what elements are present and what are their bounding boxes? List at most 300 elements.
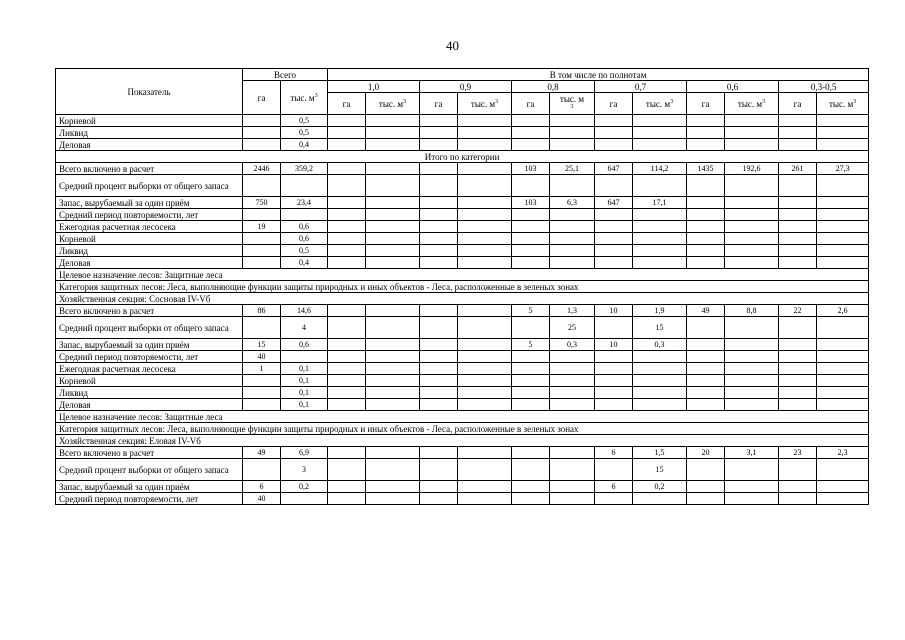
table-cell: 25 [550,317,595,339]
table-cell: 0,1 [281,387,328,399]
table-cell [725,221,779,233]
table-cell [366,481,420,493]
table-cell [512,175,550,197]
table-cell: 5 [512,339,550,351]
table-cell [687,375,725,387]
table-cell [687,399,725,411]
table-cell [687,221,725,233]
table-cell [328,375,366,387]
table-row [56,221,869,233]
table-cell [779,375,817,387]
table-cell [366,339,420,351]
table-cell [550,447,595,459]
table-cell: 20 [687,447,725,459]
table-cell [550,221,595,233]
header-density: 1,0 [328,81,420,93]
row-label: Ликвид [56,387,243,399]
table-row [56,317,869,339]
table-cell [779,209,817,221]
section-heading: Целевое назначение лесов: Защитные леса [56,269,869,281]
table-cell [595,375,633,387]
table-cell: 6 [595,481,633,493]
table-cell [328,481,366,493]
table-cell: 0,5 [281,245,328,257]
table-cell [328,245,366,257]
table-cell [725,481,779,493]
table-cell [687,339,725,351]
table-row [56,459,869,481]
table-row [56,151,869,163]
table-row [56,175,869,197]
table-cell [633,363,687,375]
table-cell [243,387,281,399]
row-label: Ликвид [56,127,243,139]
table-cell [420,115,458,127]
table-cell [366,245,420,257]
table-cell [281,351,328,363]
table-cell [779,245,817,257]
header-density: 0,8 [512,81,595,93]
table-row [56,269,869,281]
row-label: Всего включено в расчет [56,305,243,317]
table-cell: 0,1 [281,399,328,411]
table-cell: 750 [243,197,281,209]
table-cell [243,459,281,481]
row-label: Деловая [56,399,243,411]
table-cell [779,197,817,209]
table-row [56,257,869,269]
table-cell [779,399,817,411]
table-cell: 2,6 [817,305,869,317]
table-cell [328,257,366,269]
table-cell [550,375,595,387]
table-cell: 114,2 [633,163,687,175]
table-cell [420,209,458,221]
table-cell [512,245,550,257]
table-cell: 2,3 [817,447,869,459]
table-cell [817,339,869,351]
table-cell [595,127,633,139]
table-cell [458,305,512,317]
table-cell: 192,6 [725,163,779,175]
row-label: Средний процент выборки от общего запаса [56,317,243,339]
header-total-volume: тыс. $м^3$ [281,81,328,115]
section-heading: Хозяйственная секция: Еловая IV-Vб [56,435,869,447]
header-by-density: В том числе по полнотам [328,69,869,81]
table-cell [779,481,817,493]
table-cell: 1435 [687,163,725,175]
header-volume: тыс. м $^3$ [550,93,595,115]
table-cell [817,481,869,493]
table-cell [458,197,512,209]
table-row [56,245,869,257]
table-cell [633,139,687,151]
table-cell [779,317,817,339]
section-heading: Категория защитных лесов: Леса, выполняющие функции защиты природных и иных объектов - Леса, расположенные в зеленых зонах [56,281,869,293]
table-cell: 40 [243,351,281,363]
table-cell [687,481,725,493]
table-cell [458,245,512,257]
table-cell: 15 [633,459,687,481]
table-cell: 103 [512,197,550,209]
table-cell [512,493,550,505]
table-cell: 15 [243,339,281,351]
table-cell [817,197,869,209]
table-cell [550,175,595,197]
table-cell [281,493,328,505]
table-cell [817,127,869,139]
table-body [56,115,869,505]
table-cell [328,233,366,245]
table-cell [779,127,817,139]
row-label: Ежегодная расчетная лесосека [56,221,243,233]
table-cell [550,363,595,375]
row-label: Запас, вырубаемый за один приём [56,339,243,351]
table-cell [817,233,869,245]
table-cell [550,245,595,257]
table-cell [725,399,779,411]
table-cell [512,139,550,151]
table-cell [366,221,420,233]
table-cell [366,139,420,151]
table-cell [633,233,687,245]
section-heading: Хозяйственная секция: Сосновая IV-Vб [56,293,869,305]
row-label: Корневой [56,233,243,245]
table-cell [687,209,725,221]
table-cell [420,221,458,233]
table-row [56,305,869,317]
table-cell [458,387,512,399]
table-cell [779,339,817,351]
table-cell [420,399,458,411]
table-cell [817,245,869,257]
table-cell [687,233,725,245]
row-label: Деловая [56,139,243,151]
table-cell [779,257,817,269]
table-cell [420,375,458,387]
table-cell [512,363,550,375]
table-row [56,375,869,387]
table-cell [420,175,458,197]
table-cell [779,221,817,233]
table-cell [595,221,633,233]
table-cell: 0,4 [281,257,328,269]
table-cell: 27,3 [817,163,869,175]
table-cell: 1 [243,363,281,375]
table-cell [550,115,595,127]
table-cell [725,375,779,387]
row-label: Средний процент выборки от общего запаса [56,459,243,481]
table-cell [687,363,725,375]
table-cell [779,175,817,197]
table-cell [817,493,869,505]
table-cell [550,459,595,481]
table-cell [328,127,366,139]
header-volume: тыс. $м^3$ [633,93,687,115]
table-cell [243,139,281,151]
table-cell [328,459,366,481]
table-cell [725,339,779,351]
row-label: Запас, вырубаемый за один приём [56,197,243,209]
table-cell [366,387,420,399]
table-cell: 359,2 [281,163,328,175]
table-cell [328,399,366,411]
table-cell [366,197,420,209]
table-cell [328,493,366,505]
table-cell [817,387,869,399]
table-cell [595,317,633,339]
table-cell: 2446 [243,163,281,175]
table-row [56,293,869,305]
table-cell [633,257,687,269]
table-cell [243,115,281,127]
header-density: 0,6 [687,81,779,93]
page-number: 40 [446,38,459,53]
table-cell [458,257,512,269]
table-cell [243,375,281,387]
table-cell [633,245,687,257]
table-cell: 0,6 [281,221,328,233]
table-cell [817,209,869,221]
table-cell [420,305,458,317]
table-cell [512,127,550,139]
table-cell [595,459,633,481]
table-cell: 25,1 [550,163,595,175]
table-cell [550,493,595,505]
table-row [56,423,869,435]
header-ha: га [687,93,725,115]
table-row [56,139,869,151]
table-cell [725,175,779,197]
table-cell [512,233,550,245]
table-cell [420,493,458,505]
header-ha: га [420,93,458,115]
table-cell: 103 [512,163,550,175]
table-cell [595,139,633,151]
table-cell [328,175,366,197]
table-cell [550,127,595,139]
table-row [56,197,869,209]
table-row [56,339,869,351]
header-volume: тыс. $м^3$ [366,93,420,115]
table-cell [725,257,779,269]
table-cell [420,127,458,139]
table-cell [595,115,633,127]
header-total: Всего [243,69,328,81]
table-cell [458,221,512,233]
row-label: Средний период повторяемости, лет [56,493,243,505]
table-cell [633,127,687,139]
table-cell [420,233,458,245]
category-total-heading: Итого по категории [56,151,869,163]
row-label: Ежегодная расчетная лесосека [56,363,243,375]
table-cell [512,481,550,493]
table-cell: 15 [633,317,687,339]
table-cell [458,139,512,151]
table-cell [420,339,458,351]
table-cell [725,493,779,505]
table-cell: 86 [243,305,281,317]
table-cell [512,447,550,459]
header-density: 0,9 [420,81,512,93]
header-ha: га [779,93,817,115]
table-cell [817,175,869,197]
table-cell [458,317,512,339]
table-cell [328,339,366,351]
table-cell [458,375,512,387]
table-cell [366,351,420,363]
table-row [56,447,869,459]
table-cell [595,387,633,399]
table-cell [458,209,512,221]
table-cell [328,139,366,151]
table-cell [725,363,779,375]
table-cell [512,115,550,127]
table-cell [458,351,512,363]
table-cell: 3,1 [725,447,779,459]
table-cell [779,351,817,363]
header-row-1 [56,69,869,81]
table-cell [633,209,687,221]
table-cell [725,233,779,245]
table-cell [281,175,328,197]
table-cell: 23 [779,447,817,459]
table-cell [366,447,420,459]
table-cell [817,115,869,127]
table-cell [550,399,595,411]
row-label: Всего включено в расчет [56,163,243,175]
table-row [56,493,869,505]
table-cell [595,257,633,269]
table-cell [687,387,725,399]
row-label: Средний период повторяемости, лет [56,209,243,221]
table-cell [328,197,366,209]
table-cell [725,209,779,221]
table-cell [817,459,869,481]
row-label: Ликвид [56,245,243,257]
table-cell [687,139,725,151]
table-cell [779,387,817,399]
table-row [56,127,869,139]
table-cell [243,399,281,411]
table-cell [512,209,550,221]
header-density: 0,3-0,5 [779,81,869,93]
table-cell: 0,3 [550,339,595,351]
table-cell [512,317,550,339]
table-cell [550,257,595,269]
table-cell [725,127,779,139]
table-cell [458,493,512,505]
table-cell: 3 [281,459,328,481]
table-cell [512,399,550,411]
row-label: Корневой [56,115,243,127]
table-cell: 8,8 [725,305,779,317]
table-cell [420,363,458,375]
table-cell [366,175,420,197]
table-cell [725,351,779,363]
row-label: Средний процент выборки от общего запаса [56,175,243,197]
table-cell: 0,5 [281,115,328,127]
header-ha: га [595,93,633,115]
table-cell [243,257,281,269]
table-row [56,209,869,221]
table-row [56,163,869,175]
table-cell [366,115,420,127]
table-cell [550,209,595,221]
table-cell [687,115,725,127]
table-cell: 23,4 [281,197,328,209]
table-cell [817,221,869,233]
table-cell [366,459,420,481]
table-row [56,399,869,411]
table-cell [458,447,512,459]
table-cell [420,351,458,363]
table-cell [595,363,633,375]
table-row [56,363,869,375]
table-cell [633,115,687,127]
table-cell [687,493,725,505]
table-cell: 0,2 [633,481,687,493]
table-cell [779,139,817,151]
table-cell [328,363,366,375]
table-cell [243,233,281,245]
table-cell: 261 [779,163,817,175]
table-cell [595,351,633,363]
table-cell [420,387,458,399]
table-cell [817,139,869,151]
header-density: 0,7 [595,81,687,93]
header-indicator: Показатель [56,69,243,115]
table-cell [366,127,420,139]
table-cell: 14,6 [281,305,328,317]
table-cell [243,245,281,257]
table-cell [366,399,420,411]
table-cell [779,363,817,375]
table-cell [366,209,420,221]
table-cell [687,351,725,363]
table-cell [779,493,817,505]
table-cell: 1,9 [633,305,687,317]
row-label: Средний период повторяемости, лет [56,351,243,363]
table-cell [633,221,687,233]
table-cell [420,139,458,151]
table-cell [328,221,366,233]
table-cell [687,127,725,139]
table-cell [725,387,779,399]
table-cell [550,351,595,363]
table-cell [595,399,633,411]
table-cell [687,245,725,257]
table-cell [458,115,512,127]
table-cell [633,493,687,505]
table-cell: 0,1 [281,363,328,375]
table-cell [366,363,420,375]
table-cell [633,351,687,363]
table-cell [328,305,366,317]
table-cell [725,197,779,209]
table-cell [779,459,817,481]
header-ha: га [512,93,550,115]
table-cell [633,175,687,197]
table-cell [281,209,328,221]
table-cell [366,305,420,317]
table-cell [817,257,869,269]
table-cell [633,399,687,411]
table-cell [817,363,869,375]
table-row [56,233,869,245]
row-label: Запас, вырубаемый за один приём [56,481,243,493]
table-cell [458,481,512,493]
